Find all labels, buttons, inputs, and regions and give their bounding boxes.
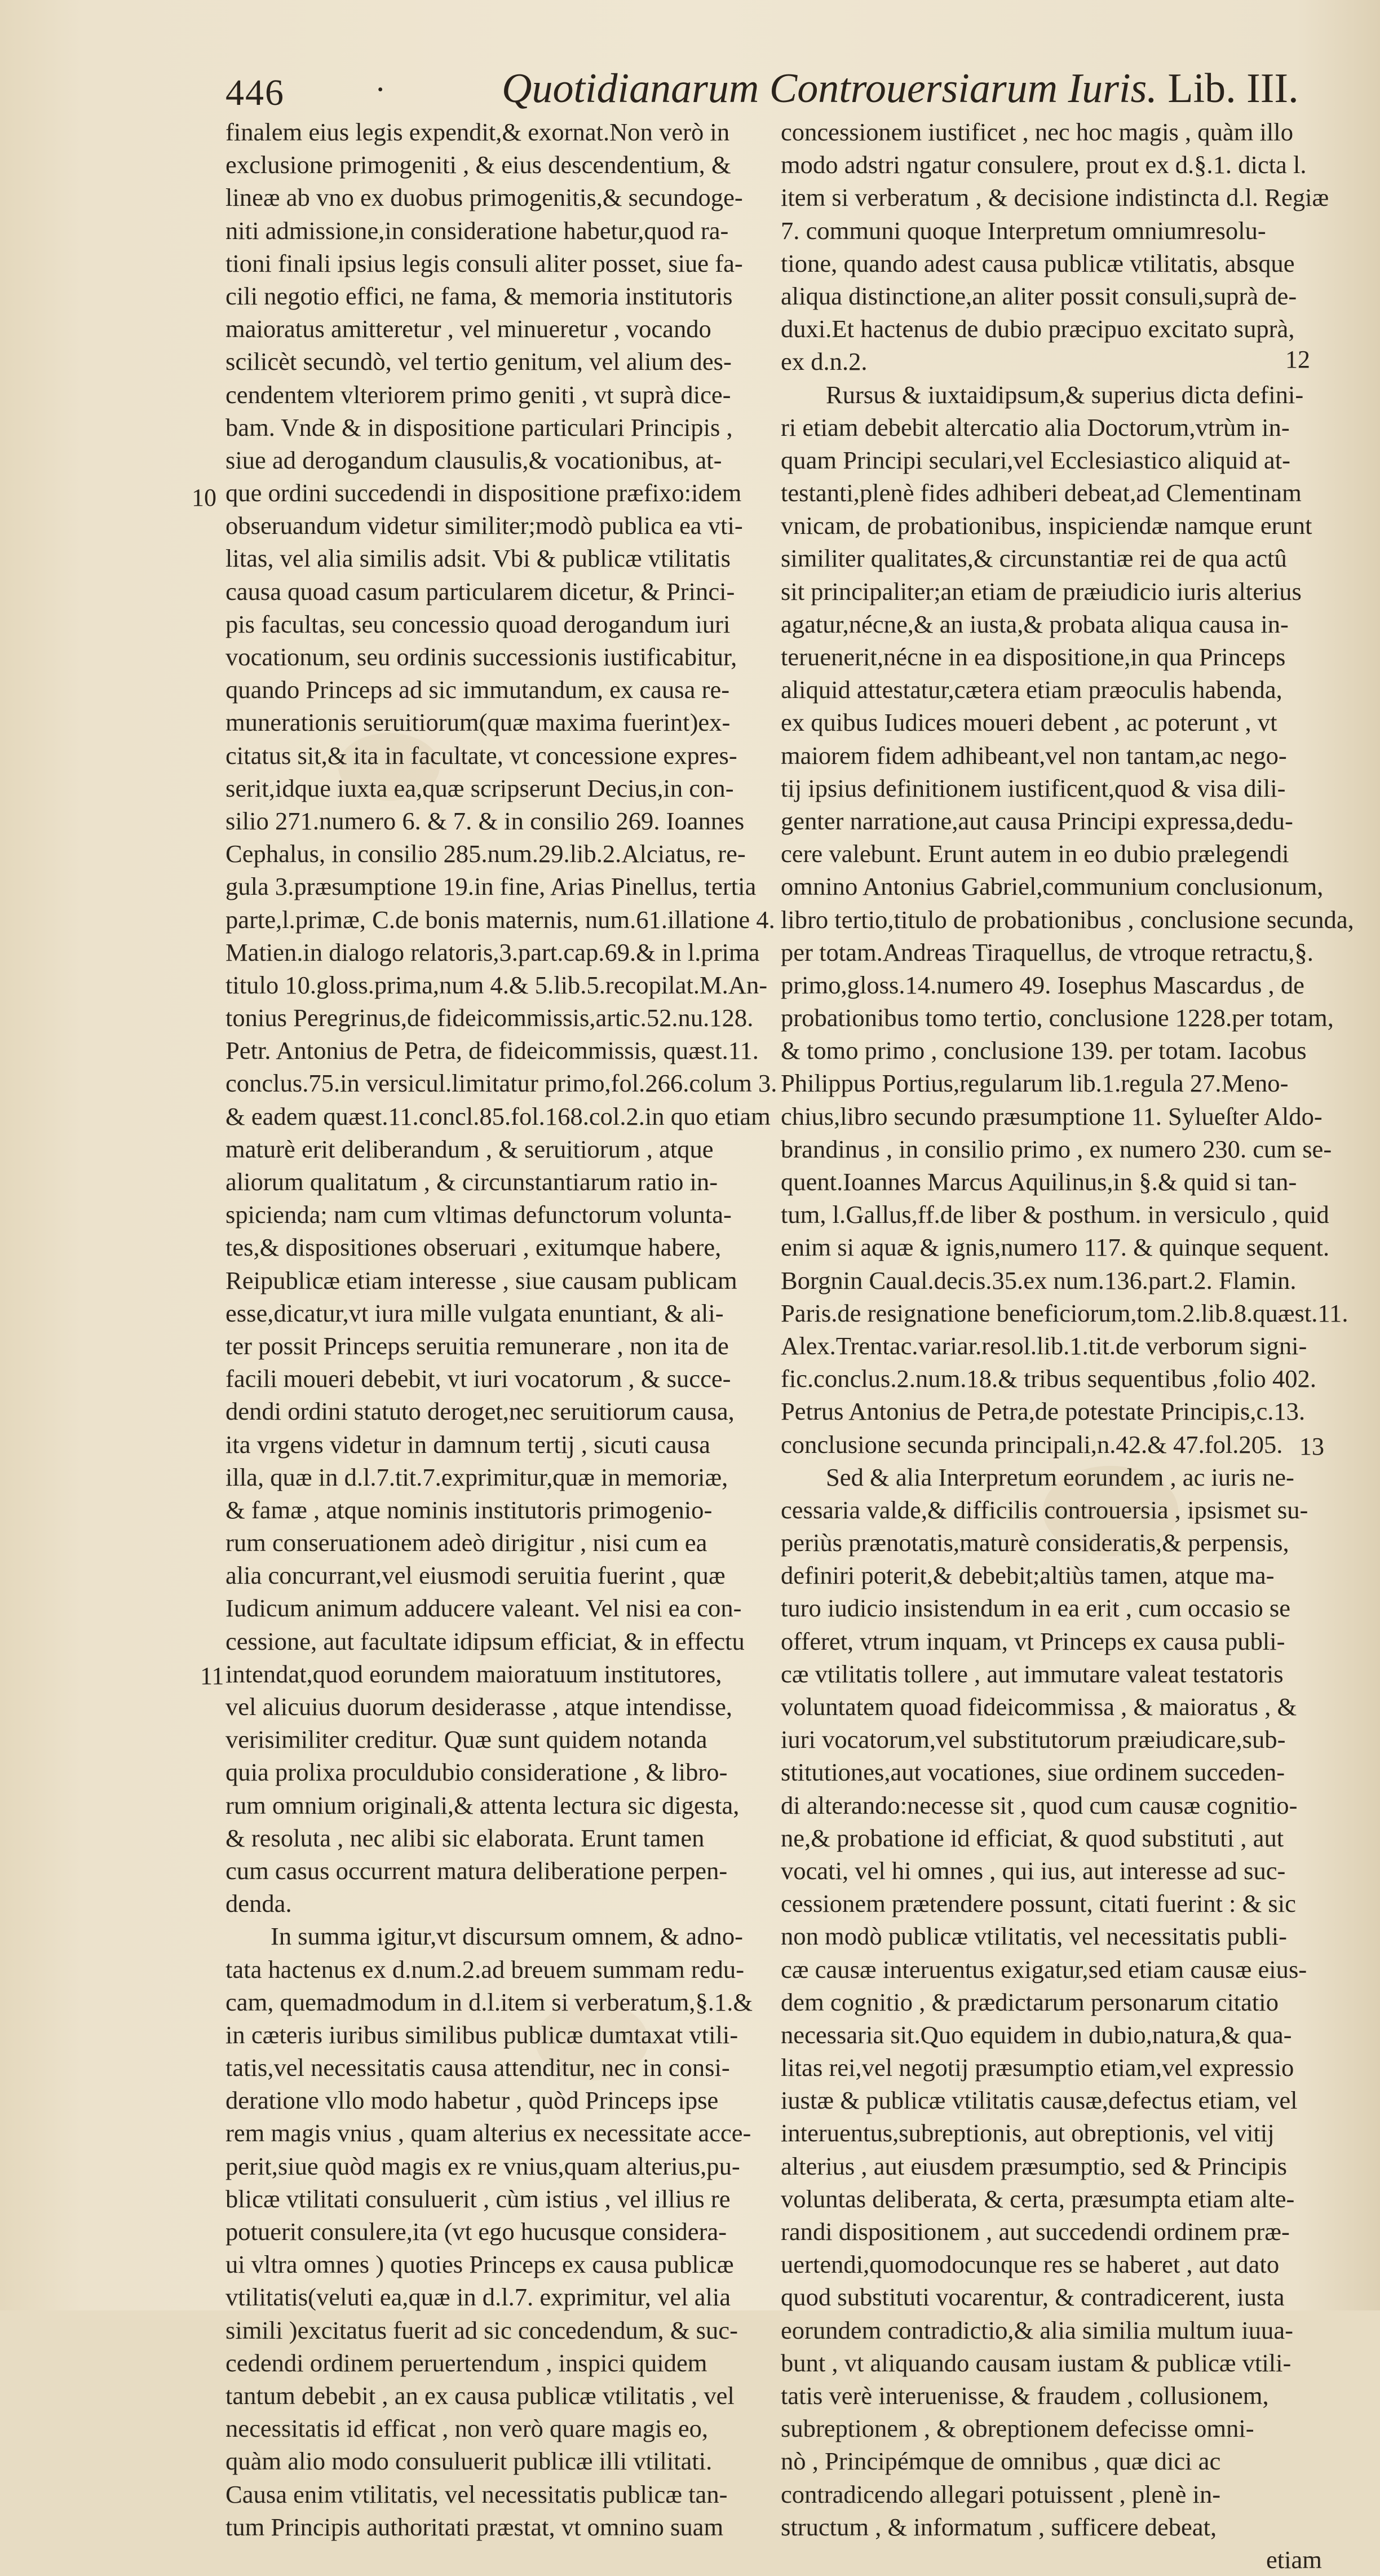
text-line: iustæ & publicæ vtilitatis causæ,defectus etiam, vel bbox=[781, 2086, 1298, 2115]
text-line: Paris.de resignatione beneficiorum,tom.2.lib.8.quæst.11. bbox=[781, 1298, 1348, 1327]
text-line: siue ad derogandum clausulis,& vocationibus, at- bbox=[225, 445, 722, 474]
text-line: vocationum, seu ordinis successionis iustificabitur, bbox=[225, 643, 737, 671]
text-line: cæ causæ interuentus exigatur,sed etiam causæ eius- bbox=[781, 1955, 1307, 1983]
text-line: stitutiones,aut vocationes, siue ordinem succeden- bbox=[781, 1758, 1285, 1787]
text-line: serit,idque iuxta ea,quæ scripserunt Decius,in con- bbox=[225, 774, 734, 802]
text-line: non modò publicæ vtilitatis, vel necessitatis publi- bbox=[781, 1922, 1287, 1951]
text-line: potuerit consulere,ita (vt ego hucusque considera- bbox=[225, 2217, 727, 2246]
text-line: ri etiam debebit altercatio alia Doctorum,vtrùm in- bbox=[781, 413, 1290, 441]
text-line: gula 3.præsumptione 19.in fine, Arias Pinellus, tertia bbox=[225, 872, 757, 901]
text-line: in cæteris iuribus similibus publicæ dumtaxat vtili- bbox=[225, 2020, 738, 2049]
text-line: offeret, vtrum inquam, vt Princeps ex causa publi- bbox=[781, 1627, 1285, 1655]
text-line: Alex.Trentac.variar.resol.lib.1.tit.de verborum signi- bbox=[781, 1331, 1307, 1360]
text-line: verisimiliter creditur. Quæ sunt quidem notanda bbox=[225, 1725, 707, 1754]
text-line: quam Principi seculari,vel Ecclesiastico aliquid at- bbox=[781, 445, 1290, 474]
text-line: quando Princeps ad sic immutandum, ex causa re- bbox=[225, 675, 730, 704]
running-title-text: Quotidianarum Controuersiarum Iuris. bbox=[502, 65, 1157, 112]
margin-number-13: 13 bbox=[1299, 1433, 1324, 1460]
text-line: Iudicum animum adducere valeant. Vel nisi ea con- bbox=[225, 1594, 742, 1623]
text-line: item si verberatum , & decisione indistincta d.l. Regiæ bbox=[781, 183, 1329, 212]
text-line: tioni finali ipsius legis consuli aliter posset, siue fa- bbox=[225, 249, 743, 277]
text-line: rum conseruationem adeò dirigitur , nisi cum ea bbox=[225, 1528, 707, 1557]
text-line: tonius Peregrinus,de fideicommissis,artic.52.nu.128. bbox=[225, 1004, 754, 1032]
text-line: intendat,quod eorundem maioratuum institutores, bbox=[225, 1659, 722, 1688]
text-line: esse,dicatur,vt iura mille vulgata enuntiant, & ali- bbox=[225, 1298, 724, 1327]
text-line: 7. communi quoque Interpretum omniumresolu- bbox=[781, 216, 1266, 245]
text-line: brandinus , in consilio primo , ex numero 230. cum se- bbox=[781, 1134, 1332, 1163]
text-line: maioratus amitteretur , vel minueretur , vocando bbox=[225, 315, 711, 343]
text-line: voluntatem quoad fideicommissa , & maioratus , & bbox=[781, 1693, 1297, 1721]
text-line: teruenerit,nécne in ea dispositione,in qua Princeps bbox=[781, 643, 1286, 671]
book-number: Lib. III. bbox=[1167, 65, 1299, 112]
text-line: similiter qualitates,& circunstantiæ rei de qua actû bbox=[781, 544, 1287, 573]
text-line: tes,& dispositiones obseruari , exitumque habere, bbox=[225, 1233, 722, 1262]
text-line: ex d.n.2. bbox=[781, 347, 868, 376]
text-line: nò , Principémque de omnibus , quæ dici ac bbox=[781, 2447, 1221, 2476]
text-line: Causa enim vtilitatis, vel necessitatis publicæ tan- bbox=[225, 2480, 728, 2508]
text-line: niti admissione,in consideratione habetur,quod ra- bbox=[225, 216, 729, 245]
margin-number-10: 10 bbox=[192, 484, 216, 511]
text-line: voluntas deliberata, & certa, præsumpta etiam alte- bbox=[781, 2184, 1295, 2213]
text-line: cendentem vlteriorem primo geniti , vt suprà dice- bbox=[225, 380, 731, 409]
text-line: rem magis vnius , quam alterius ex necessitate acce- bbox=[225, 2119, 751, 2148]
text-line: cili negotio effici, ne fama, & memoria institutoris bbox=[225, 281, 733, 310]
text-line: & eadem quæst.11.concl.85.fol.168.col.2.in quo etiam bbox=[225, 1102, 771, 1130]
left-text-column bbox=[225, 116, 777, 2543]
text-line: Cephalus, in consilio 285.num.29.lib.2.Alciatus, re- bbox=[225, 839, 746, 868]
text-line: titulo 10.gloss.prima,num 4.& 5.lib.5.recopilat.M.An- bbox=[225, 970, 768, 999]
text-line: dendi ordini statuto deroget,nec seruitiorum causa, bbox=[225, 1397, 735, 1426]
text-line: sit principaliter;an etiam de præiudicio iuris alterius bbox=[781, 577, 1302, 606]
text-line: denda. bbox=[225, 1889, 292, 1918]
text-line: Petrus Antonius de Petra,de potestate Principis,c.13. bbox=[781, 1397, 1306, 1426]
text-line: tij ipsius definitionem iustificent,quod & visa dili- bbox=[781, 774, 1286, 802]
text-line: necessitatis id efficat , non verò quare magis eo, bbox=[225, 2414, 709, 2443]
text-line: Philippus Portius,regularum lib.1.regula 27.Meno- bbox=[781, 1069, 1289, 1098]
text-line: & famæ , atque nominis institutoris primogenio- bbox=[225, 1495, 713, 1524]
text-line: agatur,nécne,& an iusta,& probata aliqua causa in- bbox=[781, 609, 1289, 638]
text-line: pis facultas, seu concessio quoad derogandum iuri bbox=[225, 609, 731, 638]
text-line: ui vltra omnes ) quoties Princeps ex causa publicæ bbox=[225, 2250, 734, 2279]
text-line: rum omnium originali,& attenta lectura sic digesta, bbox=[225, 1791, 740, 1819]
text-line: cæ vtilitatis tollere , aut immutare valeat testatoris bbox=[781, 1659, 1284, 1688]
margin-number-11: 11 bbox=[200, 1662, 224, 1690]
page-number: 446 bbox=[225, 72, 285, 113]
text-line: uertendi,quomodocunque res se haberet , aut dato bbox=[781, 2250, 1280, 2279]
header-separator: · bbox=[375, 71, 386, 108]
text-line: vocati, vel hi omnes , qui ius, aut interesse ad suc- bbox=[781, 1856, 1286, 1885]
text-line: cum casus occurrent matura deliberatione perpen- bbox=[225, 1856, 728, 1885]
text-line: Sed & alia Interpretum eorundem , ac iuris ne- bbox=[826, 1462, 1294, 1491]
text-line: eorundem contradictio,& alia similia multum iuua- bbox=[781, 2316, 1293, 2344]
text-line: litas, vel alia similis adsit. Vbi & publicæ vtilitatis bbox=[225, 544, 731, 573]
text-line: tatis verè interuenisse, & fraudem , collusionem, bbox=[781, 2381, 1269, 2410]
text-line: cessaria valde,& difficilis controuersia , ipsismet su- bbox=[781, 1495, 1308, 1524]
text-line: maturè erit deliberandum , & seruitiorum , atque bbox=[225, 1134, 714, 1163]
text-line: exclusione primogeniti , & eius descendentium, & bbox=[225, 151, 731, 179]
text-line: definiri poterit,& debebit;altiùs tamen, atque ma- bbox=[781, 1561, 1275, 1590]
text-line: modo adstri ngatur consulere, prout ex d.§.1. dicta l. bbox=[781, 151, 1307, 179]
text-line: blicæ vtilitati consuluerit , cùm istius , vel illius re bbox=[225, 2184, 731, 2213]
text-line: aliquid attestatur,cætera etiam præoculis habenda, bbox=[781, 675, 1282, 704]
text-line: obseruandum videtur similiter;modò publica ea vti- bbox=[225, 511, 743, 540]
text-line: parte,l.primæ, C.de bonis maternis, num.61.illatione 4. bbox=[225, 905, 775, 934]
text-line: ita vrgens videtur in damnum tertij , sicuti causa bbox=[225, 1430, 710, 1459]
text-line: probationibus tomo tertio, conclusione 1228.per totam, bbox=[781, 1004, 1334, 1032]
text-line: Matien.in dialogo relatoris,3.part.cap.69.& in l.prima bbox=[225, 938, 760, 966]
text-line: turo iudicio insistendum in ea erit , cum occasio se bbox=[781, 1594, 1291, 1623]
text-line: facili moueri debebit, vt iuri vocatorum , & succe- bbox=[225, 1364, 731, 1393]
text-line: aliqua distinctione,an aliter possit consuli,suprà de- bbox=[781, 281, 1297, 310]
text-line: tatis,vel necessitatis causa attenditur, nec in consi- bbox=[225, 2053, 730, 2082]
text-line: cessione, aut facultate idipsum efficiat, & in effectu bbox=[225, 1627, 745, 1655]
margin-number-12: 12 bbox=[1285, 346, 1310, 373]
text-line: ex quibus Iudices moueri debent , ac poterunt , vt bbox=[781, 708, 1277, 737]
text-line: litas rei,vel negotij præsumptio etiam,vel expressio bbox=[781, 2053, 1294, 2082]
text-line: quent.Ioannes Marcus Aquilinus,in §.& quid si tan- bbox=[781, 1168, 1297, 1196]
text-line: testanti,plenè fides adhiberi debeat,ad Clementinam bbox=[781, 479, 1302, 507]
text-line: contradicendo allegari potuissent , plenè in- bbox=[781, 2480, 1221, 2508]
text-line: structum , & informatum , sufficere debeat, bbox=[781, 2512, 1217, 2541]
text-line: illa, quæ in d.l.7.tit.7.exprimitur,quæ in memoriæ, bbox=[225, 1462, 728, 1491]
text-line: tantum debebit , an ex causa publicæ vtilitatis , vel bbox=[225, 2381, 735, 2410]
text-line: munerationis seruitiorum(quæ maxima fuerint)ex- bbox=[225, 708, 731, 737]
text-line: deratione vllo modo habetur , quòd Princeps ipse bbox=[225, 2086, 719, 2115]
text-line: perit,siue quòd magis ex re vnius,quam alterius,pu- bbox=[225, 2151, 740, 2180]
text-line: periùs prænotatis,maturè consideratis,& perpensis, bbox=[781, 1528, 1289, 1557]
text-line: finalem eius legis expendit,& exornat.Non verò in bbox=[225, 118, 730, 146]
text-line: duxi.Et hactenus de dubio præcipuo excitato suprà, bbox=[781, 315, 1295, 343]
page-header bbox=[225, 65, 1299, 118]
text-line: quod substituti vocarentur, & contradicerent, iusta bbox=[781, 2283, 1285, 2312]
text-line: simili )excitatus fuerit ad sic concedendum, & suc- bbox=[225, 2316, 738, 2344]
running-title bbox=[502, 65, 1299, 113]
text-line: bunt , vt aliquando causam iustam & publicæ vtili- bbox=[781, 2348, 1291, 2377]
text-line: primo,gloss.14.numero 49. Iosephus Mascardus , de bbox=[781, 970, 1304, 999]
text-line: aliorum qualitatum , & circunstantiarum ratio in- bbox=[225, 1168, 718, 1196]
text-line: spicienda; nam cum vltimas defunctorum volunta- bbox=[225, 1200, 732, 1229]
text-line: Petr. Antonius de Petra, de fideicommissis, quæst.11. bbox=[225, 1036, 759, 1065]
text-line: conclusione secunda principali,n.42.& 47.fol.205. bbox=[781, 1430, 1283, 1459]
text-line: tum, l.Gallus,ff.de liber & posthum. in versiculo , quid bbox=[781, 1200, 1329, 1229]
text-line: vnicam, de probationibus, inspiciendæ namque erunt bbox=[781, 511, 1312, 540]
text-line: Borgnin Caual.decis.35.ex num.136.part.2. Flamin. bbox=[781, 1266, 1297, 1294]
text-line: maiorem fidem adhibeant,vel non tantam,ac nego- bbox=[781, 741, 1287, 770]
text-line: ter possit Princeps seruitia remunerare , non ita de bbox=[225, 1331, 729, 1360]
text-line: bam. Vnde & in dispositione particulari Principis , bbox=[225, 413, 733, 441]
text-line: Reipublicæ etiam interesse , siue causam publicam bbox=[225, 1266, 737, 1294]
text-line: necessaria sit.Quo equidem in dubio,natura,& qua- bbox=[781, 2020, 1292, 2049]
text-line: etiam bbox=[1266, 2545, 1322, 2574]
text-line: Rursus & iuxtaidipsum,& superius dicta defini- bbox=[826, 380, 1304, 409]
text-line: per totam.Andreas Tiraquellus, de vtroque retractu,§. bbox=[781, 938, 1313, 966]
text-line: citatus sit,& ita in facultate, vt concessione expres- bbox=[225, 741, 737, 770]
text-line: alterius , aut eiusdem præsumptio, sed & Principis bbox=[781, 2151, 1287, 2180]
text-line: concessionem iustificet , nec hoc magis , quàm illo bbox=[781, 118, 1293, 146]
text-line: cessionem prætendere possunt, citati fuerint : & sic bbox=[781, 1889, 1296, 1918]
text-line: dem cognitio , & prædictarum personarum citatio bbox=[781, 1987, 1279, 2016]
text-line: randi dispositionem , aut succedendi ordinem præ- bbox=[781, 2217, 1290, 2246]
text-line: vtilitatis(veluti ea,quæ in d.l.7. exprimitur, vel alia bbox=[225, 2283, 731, 2312]
text-line: chius,libro secundo præsumptione 11. Sylueſter Aldo- bbox=[781, 1102, 1322, 1130]
text-line: subreptionem , & obreptionem defecisse omni- bbox=[781, 2414, 1254, 2443]
text-line: quia prolixa proculdubio consideratione , & libro- bbox=[225, 1758, 728, 1787]
text-line: lineæ ab vno ex duobus primogenitis,& secundoge- bbox=[225, 183, 743, 212]
text-line: alia concurrant,vel eiusmodi seruitia fuerint , quæ bbox=[225, 1561, 726, 1590]
text-line: interuentus,subreptionis, aut obreptionis, vel vitij bbox=[781, 2119, 1275, 2148]
text-line: tum Principis authoritati præstat, vt omnino suam bbox=[225, 2512, 724, 2541]
text-line: que ordini succedendi in dispositione præfixo:idem bbox=[225, 479, 742, 507]
text-line: conclus.75.in versicul.limitatur primo,fol.266.colum 3. bbox=[225, 1069, 777, 1098]
text-line: fic.conclus.2.num.18.& tribus sequentibus ,folio 402. bbox=[781, 1364, 1316, 1393]
text-line: libro tertio,titulo de probationibus , conclusione secunda, bbox=[781, 905, 1354, 934]
text-line: omnino Antonius Gabriel,communium conclusionum, bbox=[781, 872, 1324, 901]
right-text-column bbox=[781, 116, 1354, 2576]
text-line: scilicèt secundò, vel tertio genitum, vel alium des- bbox=[225, 347, 732, 376]
text-line: & resoluta , nec alibi sic elaborata. Erunt tamen bbox=[225, 1823, 705, 1852]
text-line: In summa igitur,vt discursum omnem, & adno- bbox=[271, 1922, 743, 1951]
text-line: ne,& probatione id efficiat, & quod substituti , aut bbox=[781, 1823, 1284, 1852]
text-line: enim si aquæ & ignis,numero 117. & quinque sequent. bbox=[781, 1233, 1330, 1262]
text-line: causa quoad casum particularem dicetur, & Princi- bbox=[225, 577, 735, 606]
text-line: cere valebunt. Erunt autem in eo dubio prælegendi bbox=[781, 839, 1289, 868]
text-line: cam, quemadmodum in d.l.item si verberatum,§.1.& bbox=[225, 1987, 753, 2016]
text-line: tata hactenus ex d.num.2.ad breuem summam redu- bbox=[225, 1955, 745, 1983]
text-line: quàm alio modo consuluerit publicæ illi vtilitati. bbox=[225, 2447, 713, 2476]
text-line: tione, quando adest causa publicæ vtilitatis, absque bbox=[781, 249, 1295, 277]
text-line: genter narratione,aut causa Principi expressa,dedu- bbox=[781, 806, 1293, 835]
text-line: iuri vocatorum,vel substitutorum præiudicare,sub- bbox=[781, 1725, 1286, 1754]
text-line: & tomo primo , conclusione 139. per totam. Iacobus bbox=[781, 1036, 1307, 1065]
text-line: di alterando:necesse sit , quod cum causæ cognitio- bbox=[781, 1791, 1298, 1819]
text-line: vel alicuius duorum desiderasse , atque intendisse, bbox=[225, 1693, 733, 1721]
text-line: cedendi ordinem peruertendum , inspici quidem bbox=[225, 2348, 707, 2377]
text-line: silio 271.numero 6. & 7. & in consilio 269. Ioannes bbox=[225, 806, 745, 835]
